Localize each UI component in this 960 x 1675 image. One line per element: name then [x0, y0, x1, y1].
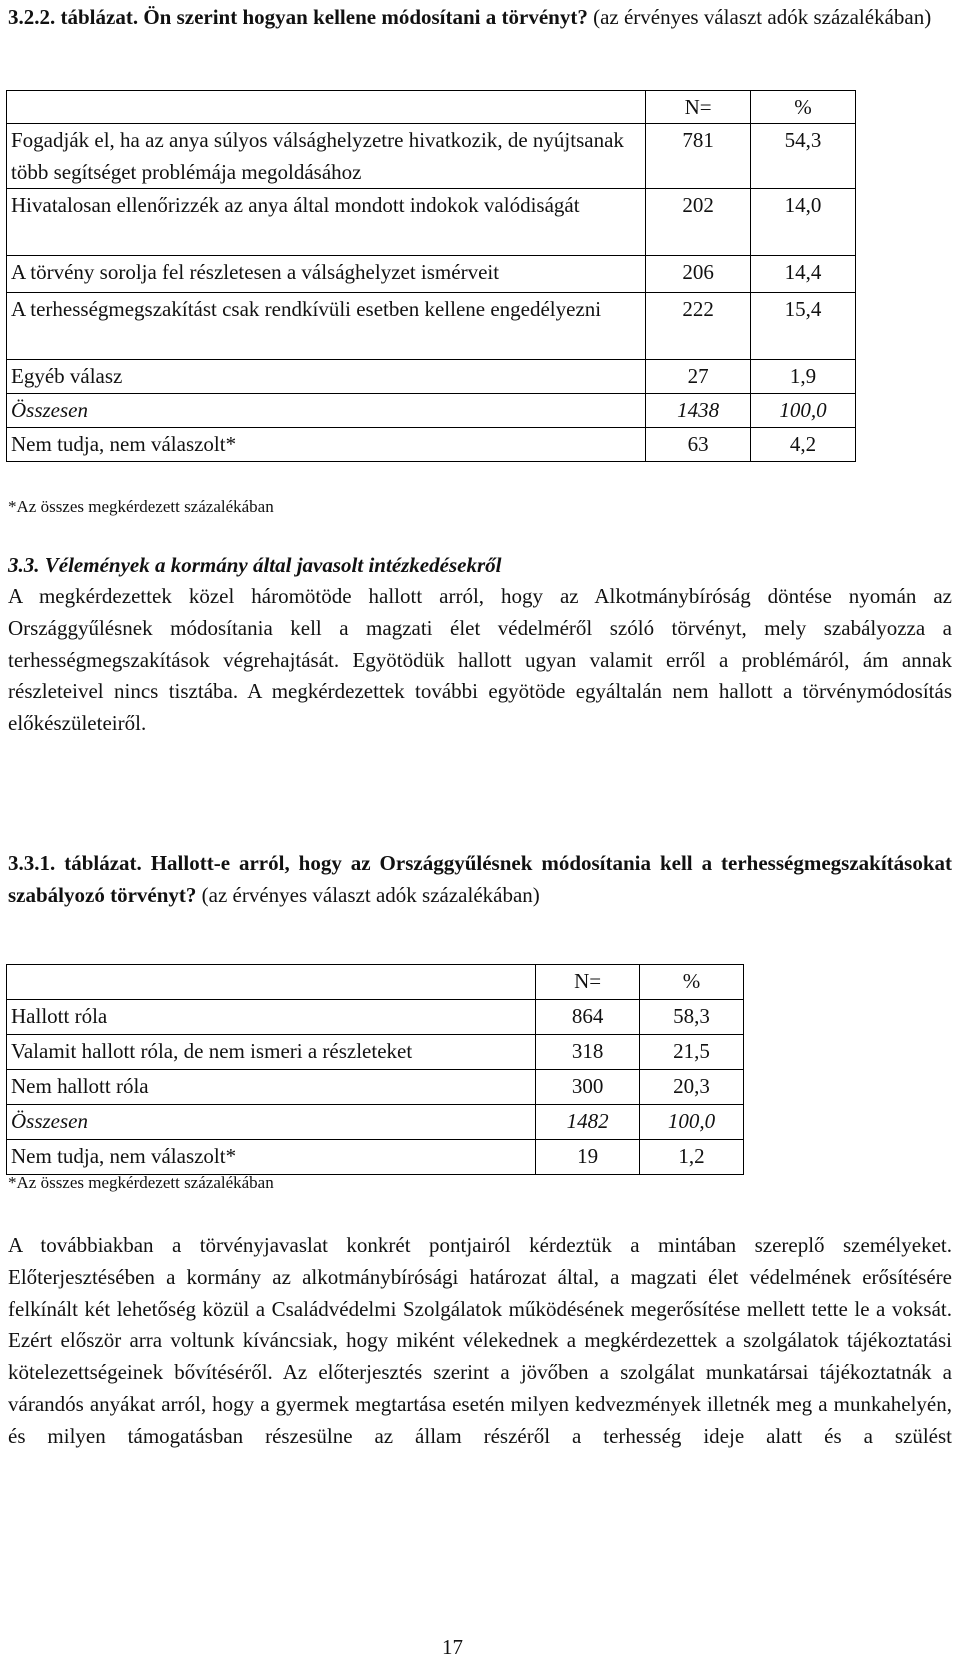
row-pct: 58,3: [640, 1000, 744, 1035]
row-n: 206: [646, 256, 751, 293]
row-label: Nem tudja, nem válaszolt*: [7, 428, 646, 462]
row-pct: 14,4: [751, 256, 856, 293]
table-header-row: [7, 91, 856, 124]
table-header-row: [7, 965, 744, 1000]
header-n: N=: [646, 91, 751, 124]
row-label: Fogadják el, ha az anya súlyos válsághelyzetre hivatkozik, de nyújtsanak több segítséget problémája megoldásához: [7, 124, 646, 189]
caption-subtitle: (az érvényes választ adók százalékában): [201, 882, 540, 907]
row-label: Egyéb válasz: [7, 360, 646, 394]
table-row: [7, 256, 856, 293]
table-row-total: [7, 1105, 744, 1140]
row-label: A törvény sorolja fel részletesen a válsághelyzet ismérveit: [7, 256, 646, 293]
row-label: Összesen: [7, 1105, 536, 1140]
section-heading: 3.3. Vélemények a kormány által javasolt intézkedésekről: [8, 553, 502, 577]
table-3-3-1: [6, 964, 744, 1175]
table-row: [7, 1035, 744, 1070]
table-row: [7, 1070, 744, 1105]
section-paragraph: A megkérdezettek közel háromötöde hallott arról, hogy az Alkotmánybíróság döntése nyomán az Országgyűlésnek módosítania kell a magzati élet védelméről szóló törvényt, mely szabályozza a terhességmegszakítások végrehajtását. Egyötödük hallott ugyan valamit erről a problémáról, ám annak részleteivel nincs tisztába. A megkérdezettek további egyötöde egyáltalán nem hallott a törvénymódosítás előkészületeiről.: [8, 584, 952, 736]
table-row: [7, 428, 856, 462]
caption-title: 3.2.2. táblázat. Ön szerint hogyan kellene módosítani a törvényt?: [8, 5, 588, 29]
row-n: 63: [646, 428, 751, 462]
row-pct: 14,0: [751, 189, 856, 256]
row-pct: 15,4: [751, 293, 856, 360]
row-label: A terhességmegszakítást csak rendkívüli esetben kellene engedélyezni: [7, 293, 646, 360]
row-pct: 4,2: [751, 428, 856, 462]
row-label: Valamit hallott róla, de nem ismeri a részleteket: [7, 1035, 536, 1070]
page-number: 17: [442, 1635, 463, 1659]
table-row: [7, 360, 856, 394]
caption-subtitle: (az érvényes választ adók százalékában): [593, 5, 932, 29]
row-label: Hivatalosan ellenőrizzék az anya által mondott indokok valódiságát: [7, 189, 646, 256]
row-pct: 100,0: [751, 394, 856, 428]
table-row: [7, 1000, 744, 1035]
table-3-2-2: [6, 90, 856, 462]
row-n: 1482: [536, 1105, 640, 1140]
row-n: 864: [536, 1000, 640, 1035]
table-row-total: [7, 394, 856, 428]
row-pct: 54,3: [751, 124, 856, 189]
body-paragraph: A továbbiakban a törvényjavaslat konkrét pontjairól kérdeztük a mintában szereplő személyeket. Előterjesztésében a kormány az alkotmánybírósági határozat által, a magzati élet védelmének erősítésére felkínált két lehetőség közül a Családvédelmi Szolgálatok működésének megerősítése mellett tette le a voksát. Ezért először arra voltunk kíváncsiak, hogy miként vélekednek a megkérdezettek a szolgálatok tájékoztatási kötelezettségeinek bővítéséről. Az előterjesztés szerint a jövőben a szolgálat munkatársai tájékoztatnák a várandós anyákat arról, hogy a gyermek megtartása esetén milyen kedvezmények illetnék meg a munkahelyén, és milyen támogatásban részesülne az állam részéről a terhesség ideje alatt és a szülést: [8, 1233, 952, 1448]
header-pct: %: [751, 91, 856, 124]
row-n: 222: [646, 293, 751, 360]
row-pct: 100,0: [640, 1105, 744, 1140]
row-label: Nem hallott róla: [7, 1070, 536, 1105]
row-n: 781: [646, 124, 751, 189]
row-label: Hallott róla: [7, 1000, 536, 1035]
header-pct: %: [640, 965, 744, 1000]
row-pct: 1,2: [640, 1140, 744, 1175]
row-n: 202: [646, 189, 751, 256]
row-n: 1438: [646, 394, 751, 428]
table-row: [7, 293, 856, 360]
row-n: 19: [536, 1140, 640, 1175]
table-row: [7, 1140, 744, 1175]
table-row: [7, 124, 856, 189]
row-n: 300: [536, 1070, 640, 1105]
caption-title: 3.3.1. táblázat. Hallott-e arról, hogy az Országgyűlésnek módosítania kell a terhességmegszakításokat szabályozó törvényt?: [8, 851, 952, 907]
row-pct: 1,9: [751, 360, 856, 394]
table-footnote: *Az összes megkérdezett százalékában: [8, 1173, 274, 1192]
row-n: 318: [536, 1035, 640, 1070]
table-footnote: *Az összes megkérdezett százalékában: [8, 497, 274, 516]
row-pct: 20,3: [640, 1070, 744, 1105]
row-label: Nem tudja, nem válaszolt*: [7, 1140, 536, 1175]
row-label: Összesen: [7, 394, 646, 428]
row-pct: 21,5: [640, 1035, 744, 1070]
table-caption-3-3-1: [8, 848, 952, 912]
row-n: 27: [646, 360, 751, 394]
table-row: [7, 189, 856, 256]
table-caption-3-2-2: [8, 2, 952, 34]
header-n: N=: [536, 965, 640, 1000]
